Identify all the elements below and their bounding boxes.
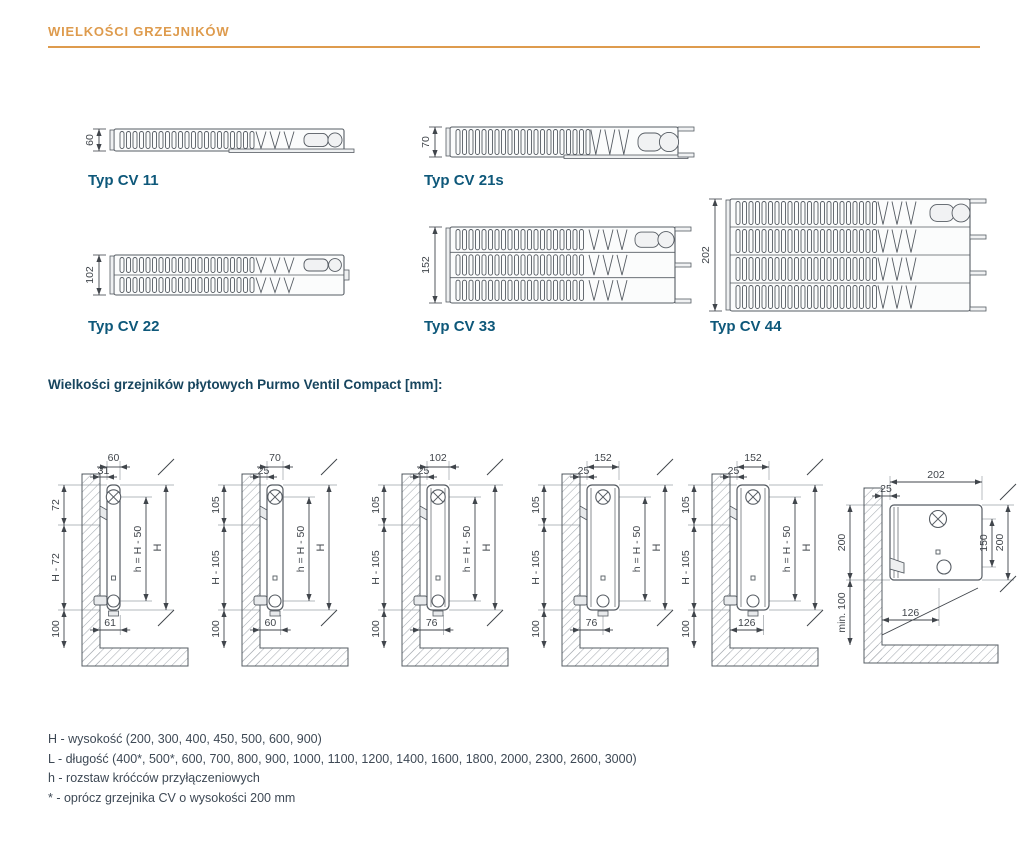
dim-label: 25 [417, 465, 430, 477]
dim-label: H [651, 543, 663, 552]
legend-line-hs: h - rozstaw króćców przyłączeniowych [48, 771, 260, 785]
dim-label: 100 [530, 620, 542, 638]
cross-section-cv33 [522, 430, 682, 675]
radiator-top-view-cv44 [700, 196, 1005, 318]
cross-section-cv33b [672, 430, 832, 675]
dim-label: 100 [680, 620, 692, 638]
page-title: WIELKOŚCI GRZEJNIKÓW [48, 24, 230, 39]
dim-label: H - 72 [50, 553, 62, 582]
dim-label: 25 [727, 465, 740, 477]
dim-label: h = H - 50 [781, 525, 793, 573]
section-heading: Wielkości grzejników płytowych Purmo Ventil Compact [mm]: [48, 377, 443, 392]
dim-label: 102 [429, 452, 447, 464]
cross-section-corner [838, 430, 1024, 675]
dim-label: 76 [425, 617, 438, 629]
radiator-top-view-cv21s [420, 124, 700, 170]
type-label-cv44: Typ CV 44 [710, 318, 782, 335]
type-label-cv33: Typ CV 33 [424, 318, 496, 335]
dim-label: 126 [737, 617, 756, 629]
legend-line-l: L - długość (400*, 500*, 600, 700, 800, 900, 1000, 1100, 1200, 1400, 1600, 1800, 2000, 2300, 2600, 3000) [48, 751, 637, 766]
dim-label: H - 105 [370, 550, 382, 585]
dim-label: 202 [700, 246, 712, 264]
dim-label: 100 [370, 620, 382, 638]
dim-label: 200 [994, 533, 1006, 552]
dim-label: 76 [585, 617, 598, 629]
dim-label: 102 [84, 266, 96, 284]
dim-label: 70 [420, 136, 432, 148]
dim-label: 152 [594, 452, 612, 464]
dim-label: h = H - 50 [631, 525, 643, 573]
radiator-top-view-cv22 [84, 252, 369, 304]
dim-label: H [801, 543, 813, 552]
dim-label: 25 [880, 483, 892, 495]
dim-label: H - 105 [210, 550, 222, 585]
dim-label: 105 [680, 496, 692, 514]
dim-label: 105 [530, 496, 542, 514]
dim-label: H - 105 [680, 550, 692, 585]
dim-label: H [152, 543, 164, 552]
cross-section-cv11 [42, 430, 202, 675]
radiator-top-view-cv33 [420, 224, 705, 308]
dim-label: 100 [210, 620, 222, 638]
legend [48, 730, 637, 808]
dim-label: H [315, 543, 327, 552]
dim-label: H - 105 [530, 550, 542, 585]
dim-label: 60 [107, 452, 120, 464]
dim-label: 70 [269, 452, 281, 464]
dim-label: 25 [257, 465, 270, 477]
dim-label: 25 [577, 465, 590, 477]
dim-label: h = H - 50 [461, 525, 473, 573]
dim-label: 105 [370, 496, 382, 514]
dim-label: 152 [420, 256, 432, 274]
dim-label: 200 [836, 533, 848, 552]
radiator-top-view-cv11 [84, 126, 364, 166]
dim-label: H [481, 543, 493, 552]
dim-label: 150 [978, 534, 990, 552]
dim-label: 60 [84, 134, 96, 146]
type-label-cv11: Typ CV 11 [88, 172, 159, 189]
dim-label: 31 [97, 465, 110, 477]
legend-line-h: H - wysokość (200, 300, 400, 450, 500, 600, 900) [48, 732, 322, 746]
title-underline [48, 46, 980, 48]
cross-section-cv21s [202, 430, 362, 675]
dim-label: 100 [50, 620, 62, 638]
dim-label: h = H - 50 [132, 525, 144, 573]
dim-label: 126 [901, 607, 920, 619]
legend-line-note: * - oprócz grzejnika CV o wysokości 200 mm [48, 790, 296, 805]
dim-label: 152 [744, 452, 762, 464]
dim-label: 60 [264, 617, 277, 629]
type-label-cv21s: Typ CV 21s [424, 172, 504, 189]
cross-section-cv22 [362, 430, 522, 675]
dim-label: 61 [104, 617, 116, 629]
dim-label: min. 100 [836, 592, 848, 633]
dim-label: h = H - 50 [295, 525, 307, 573]
type-label-cv22: Typ CV 22 [88, 318, 160, 335]
dim-label: 202 [927, 469, 945, 481]
dim-label: 72 [50, 499, 62, 511]
dim-label: 105 [210, 496, 222, 514]
